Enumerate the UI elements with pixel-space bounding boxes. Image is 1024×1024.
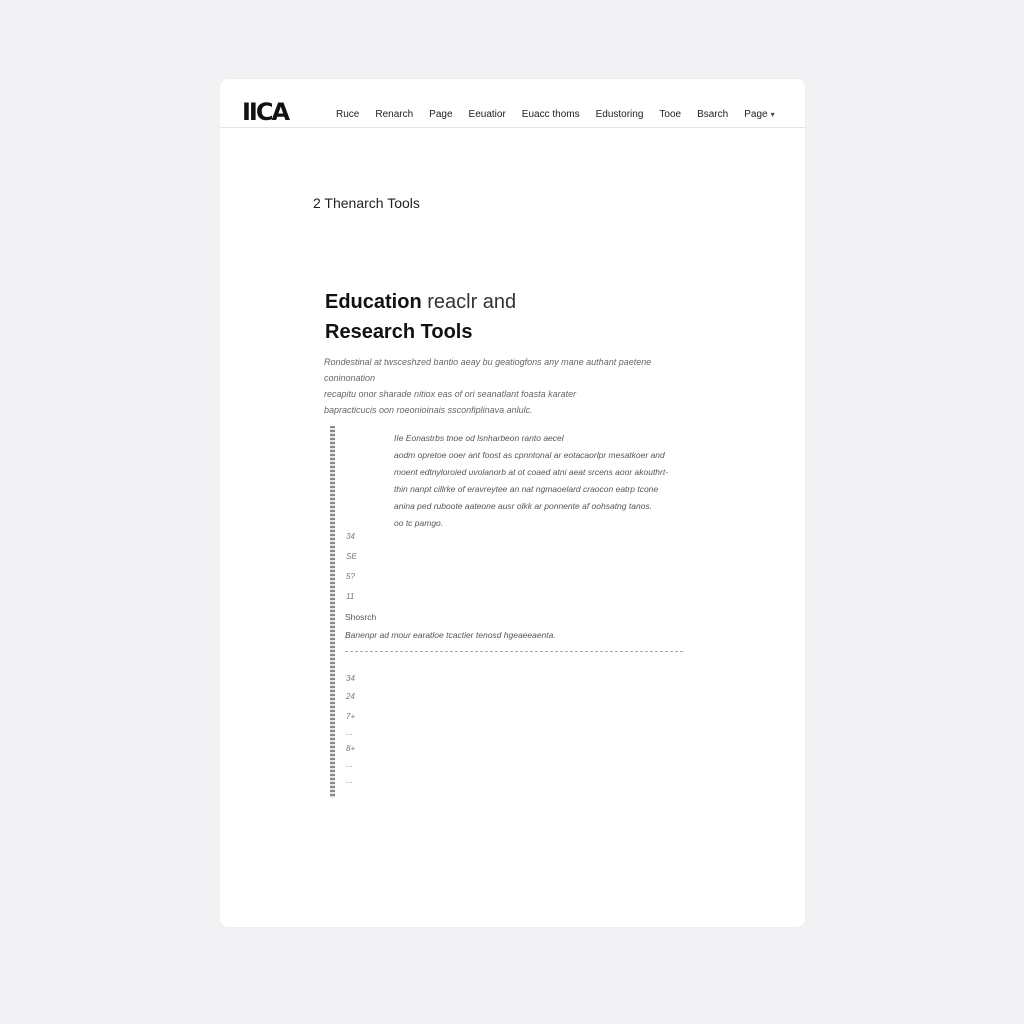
title-bold: Education bbox=[325, 291, 422, 313]
search-section-description: Banenpr ad mour earatloe tcactier tenosd hgeaeeaenta. bbox=[345, 630, 556, 640]
nav-item-bsarch[interactable]: Bsarch bbox=[697, 109, 729, 120]
intro-line: recapitu onor sharade nitiox eas of ori seanatlant foasta karater bbox=[324, 389, 577, 399]
intro-line: bapracticucis oon roeonioinais ssconfiplinava anlulc. bbox=[324, 405, 533, 415]
list-number: 34 bbox=[346, 532, 355, 541]
list-number: 7+ bbox=[346, 712, 356, 721]
list-number: ... bbox=[346, 728, 353, 737]
list-number: 34 bbox=[346, 674, 355, 683]
scrollbar-track[interactable] bbox=[330, 426, 335, 798]
list-number: SE bbox=[346, 552, 357, 561]
panel-line: oo tc pamgo. bbox=[394, 518, 444, 528]
nav-item-ruce[interactable]: Ruce bbox=[336, 109, 360, 120]
list-number: 11 bbox=[346, 592, 355, 601]
nav-item-page-dropdown-label: Page bbox=[744, 109, 768, 120]
nav-item-page-dropdown[interactable] bbox=[744, 107, 774, 123]
nav-item-eeuatior[interactable]: Eeuatior bbox=[468, 109, 506, 120]
intro-paragraph bbox=[324, 354, 694, 418]
panel-line: moent edtnyloroied uvolanorb at ot coaed atni aeat srcens aoor akouthrt- bbox=[394, 467, 669, 477]
title-line-2: Research Tools bbox=[325, 321, 473, 343]
nav-item-page[interactable]: Page bbox=[429, 109, 453, 120]
list-number: 8+ bbox=[346, 744, 356, 753]
title-line-1 bbox=[325, 287, 516, 317]
panel-line: thin nanpt cillrke of eravreytee an nat ngmaoelard craocon eatrp tcone bbox=[394, 484, 659, 494]
dashed-divider bbox=[345, 651, 683, 652]
site-logo[interactable]: IICA bbox=[242, 98, 289, 126]
intro-line: Rondestinal at twsceshzed bantio aeay bu geatiogfons any mane authant paetene coninonation bbox=[324, 357, 652, 383]
page-card bbox=[220, 79, 805, 927]
list-number: 24 bbox=[346, 692, 355, 701]
nav-menu bbox=[336, 107, 775, 123]
nav-item-renarch[interactable]: Renarch bbox=[375, 109, 414, 120]
panel-line: aodm opretoe ooer ant foost as cpnntonal ar eotacaorlpr mesatkoer and bbox=[394, 450, 665, 460]
list-number: ... bbox=[346, 776, 353, 785]
nav-item-euacc-thoms[interactable]: Euacc thoms bbox=[521, 109, 580, 120]
search-section-label: Shosrch bbox=[345, 612, 377, 622]
chevron-down-icon: ▾ bbox=[770, 110, 775, 119]
list-number: 5? bbox=[346, 572, 355, 581]
panel-paragraph bbox=[394, 430, 684, 532]
nav-item-tooe[interactable]: Tooe bbox=[659, 109, 682, 120]
content-panel bbox=[330, 426, 690, 798]
panel-line: IIe Eonastrbs tnoe od lsnharbeon ranto aecel bbox=[394, 433, 564, 443]
list-number: ... bbox=[346, 760, 353, 769]
nav-item-edustoring[interactable]: Edustoring bbox=[595, 109, 644, 120]
title-light: reaclr and bbox=[427, 291, 517, 313]
panel-line: anina ped ruboote aateone ausr olkk ar ponnente af oohsatng tanos. bbox=[394, 501, 653, 511]
breadcrumb: 2 Thenarch Tools bbox=[313, 195, 420, 211]
top-navbar bbox=[220, 79, 805, 128]
page-title bbox=[325, 287, 516, 347]
